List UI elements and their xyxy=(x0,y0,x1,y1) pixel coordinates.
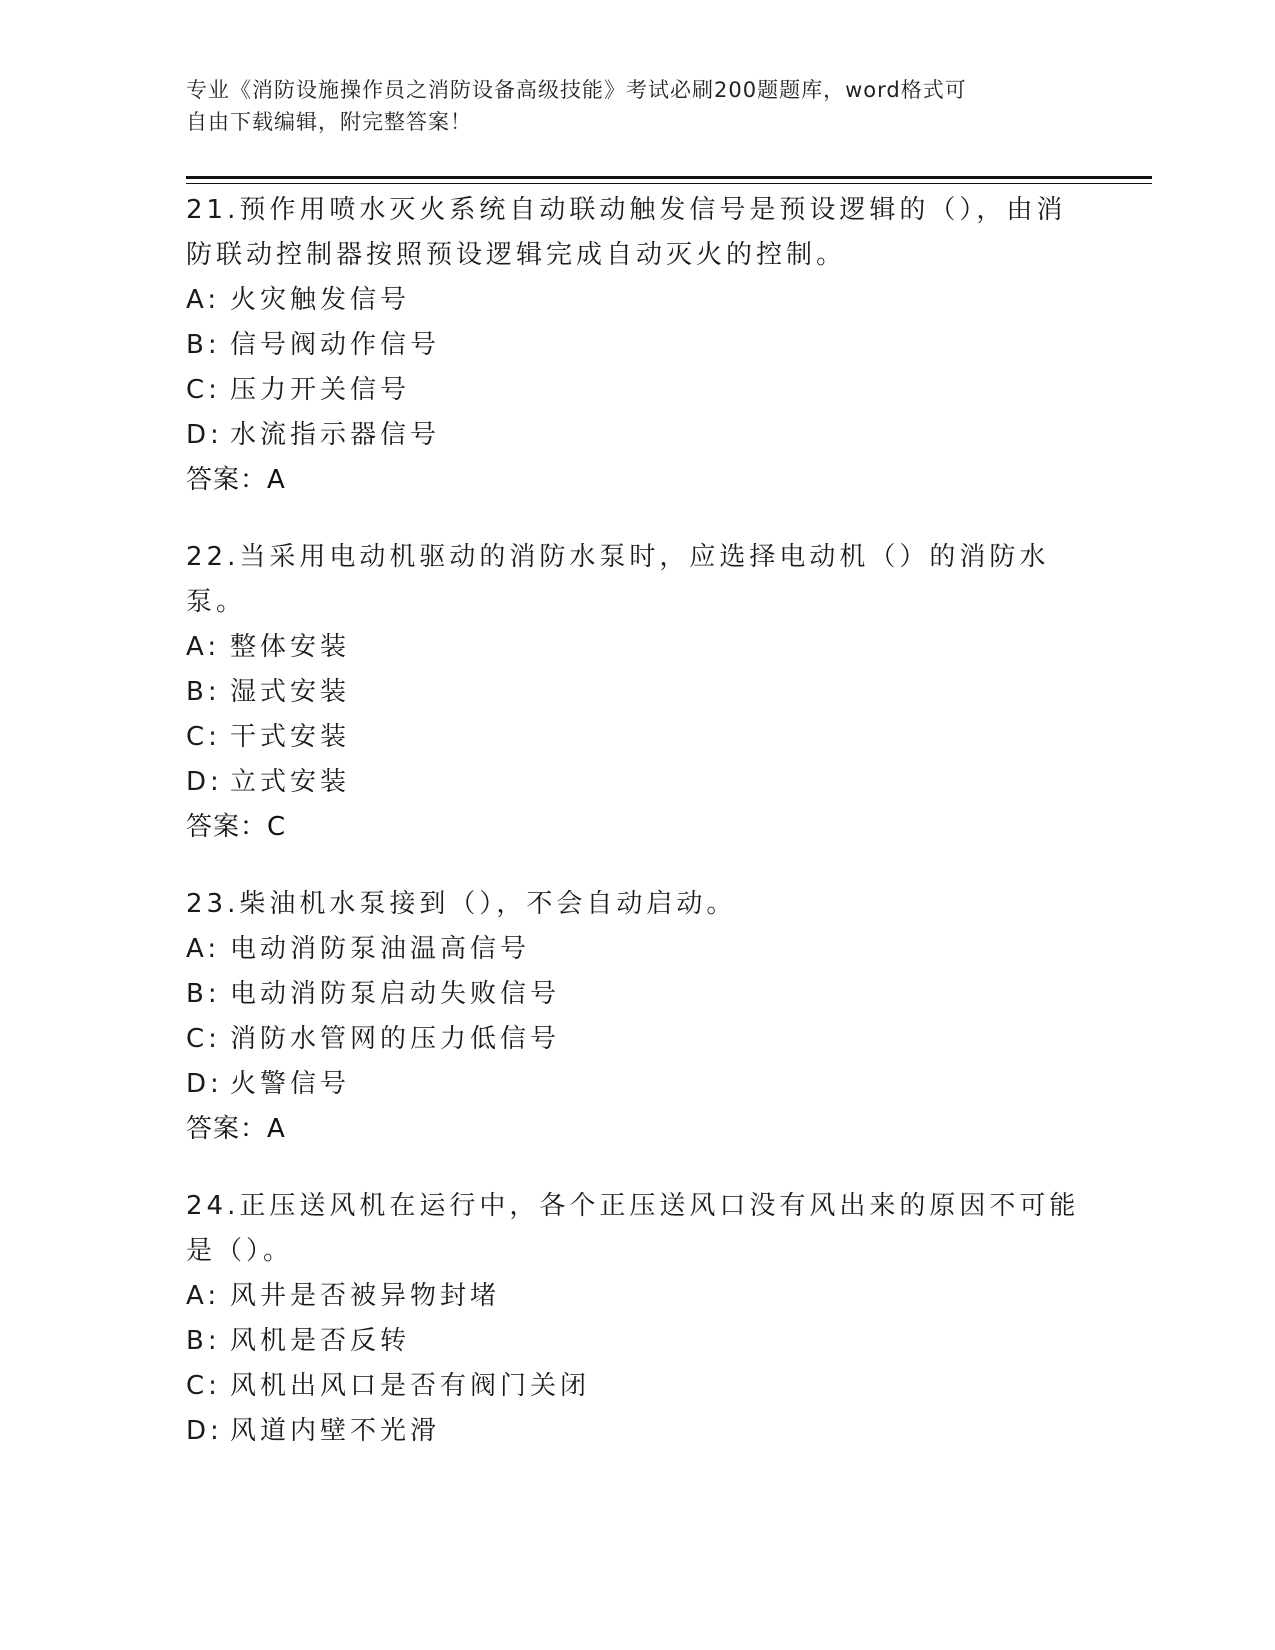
option-text: 风井是否被异物封堵 xyxy=(230,1281,501,1311)
question-24 xyxy=(186,1184,1086,1454)
question-stem: 24.正压送风机在运行中，各个正压送风口没有风出来的原因不可能是（）。 xyxy=(186,1191,1080,1266)
answer-line: 答案：A xyxy=(186,465,286,495)
document-header xyxy=(186,74,1066,138)
option-key: C: xyxy=(186,722,221,752)
option-text: 风机是否反转 xyxy=(230,1326,411,1356)
option-key: B: xyxy=(186,979,221,1009)
option-b xyxy=(186,972,1086,1017)
option-a xyxy=(186,1274,1086,1319)
question-22 xyxy=(186,535,1086,850)
option-text: 整体安装 xyxy=(230,632,351,662)
option-key: B: xyxy=(186,677,221,707)
answer-line: 答案：C xyxy=(186,812,287,842)
option-d xyxy=(186,760,1086,805)
option-b xyxy=(186,670,1086,715)
option-key: D: xyxy=(186,420,223,450)
option-text: 压力开关信号 xyxy=(230,375,411,405)
header-line-1: 专业《消防设施操作员之消防设备高级技能》考试必刷200题题库，word格式可 xyxy=(186,78,967,102)
option-key: D: xyxy=(186,1416,223,1446)
option-key: C: xyxy=(186,1371,221,1401)
option-a xyxy=(186,625,1086,670)
question-stem: 23.柴油机水泵接到（），不会自动启动。 xyxy=(186,889,737,919)
option-d xyxy=(186,1409,1086,1454)
option-text: 水流指示器信号 xyxy=(230,420,441,450)
option-key: C: xyxy=(186,1024,221,1054)
option-key: A: xyxy=(186,1281,221,1311)
option-text: 湿式安装 xyxy=(230,677,351,707)
option-text: 火灾触发信号 xyxy=(230,285,411,315)
option-a xyxy=(186,278,1086,323)
option-b xyxy=(186,323,1086,368)
question-stem: 22.当采用电动机驱动的消防水泵时，应选择电动机（）的消防水泵。 xyxy=(186,542,1050,617)
option-text: 立式安装 xyxy=(230,767,351,797)
option-c xyxy=(186,368,1086,413)
option-d xyxy=(186,413,1086,458)
option-c xyxy=(186,715,1086,760)
header-divider-thick xyxy=(186,176,1152,179)
option-text: 消防水管网的压力低信号 xyxy=(230,1024,561,1054)
question-stem: 21.预作用喷水灭火系统自动联动触发信号是预设逻辑的（），由消防联动控制器按照预设逻辑完成自动灭火的控制。 xyxy=(186,195,1067,270)
option-text: 风机出风口是否有阀门关闭 xyxy=(230,1371,591,1401)
option-text: 干式安装 xyxy=(230,722,351,752)
header-line-2: 自由下载编辑，附完整答案！ xyxy=(186,110,472,134)
option-c xyxy=(186,1017,1086,1062)
option-key: A: xyxy=(186,285,221,315)
option-text: 风道内壁不光滑 xyxy=(230,1416,441,1446)
option-key: A: xyxy=(186,632,221,662)
option-text: 信号阀动作信号 xyxy=(230,330,441,360)
option-b xyxy=(186,1319,1086,1364)
option-d xyxy=(186,1062,1086,1107)
option-text: 火警信号 xyxy=(230,1069,351,1099)
option-text: 电动消防泵启动失败信号 xyxy=(230,979,561,1009)
answer-line: 答案：A xyxy=(186,1114,286,1144)
question-list xyxy=(186,188,1086,1486)
option-key: B: xyxy=(186,330,221,360)
option-a xyxy=(186,927,1086,972)
option-text: 电动消防泵油温高信号 xyxy=(230,934,531,964)
question-23 xyxy=(186,882,1086,1152)
option-c xyxy=(186,1364,1086,1409)
option-key: D: xyxy=(186,1069,223,1099)
option-key: C: xyxy=(186,375,221,405)
option-key: A: xyxy=(186,934,221,964)
option-key: D: xyxy=(186,767,223,797)
option-key: B: xyxy=(186,1326,221,1356)
question-21 xyxy=(186,188,1086,503)
header-divider-thin xyxy=(186,183,1152,184)
